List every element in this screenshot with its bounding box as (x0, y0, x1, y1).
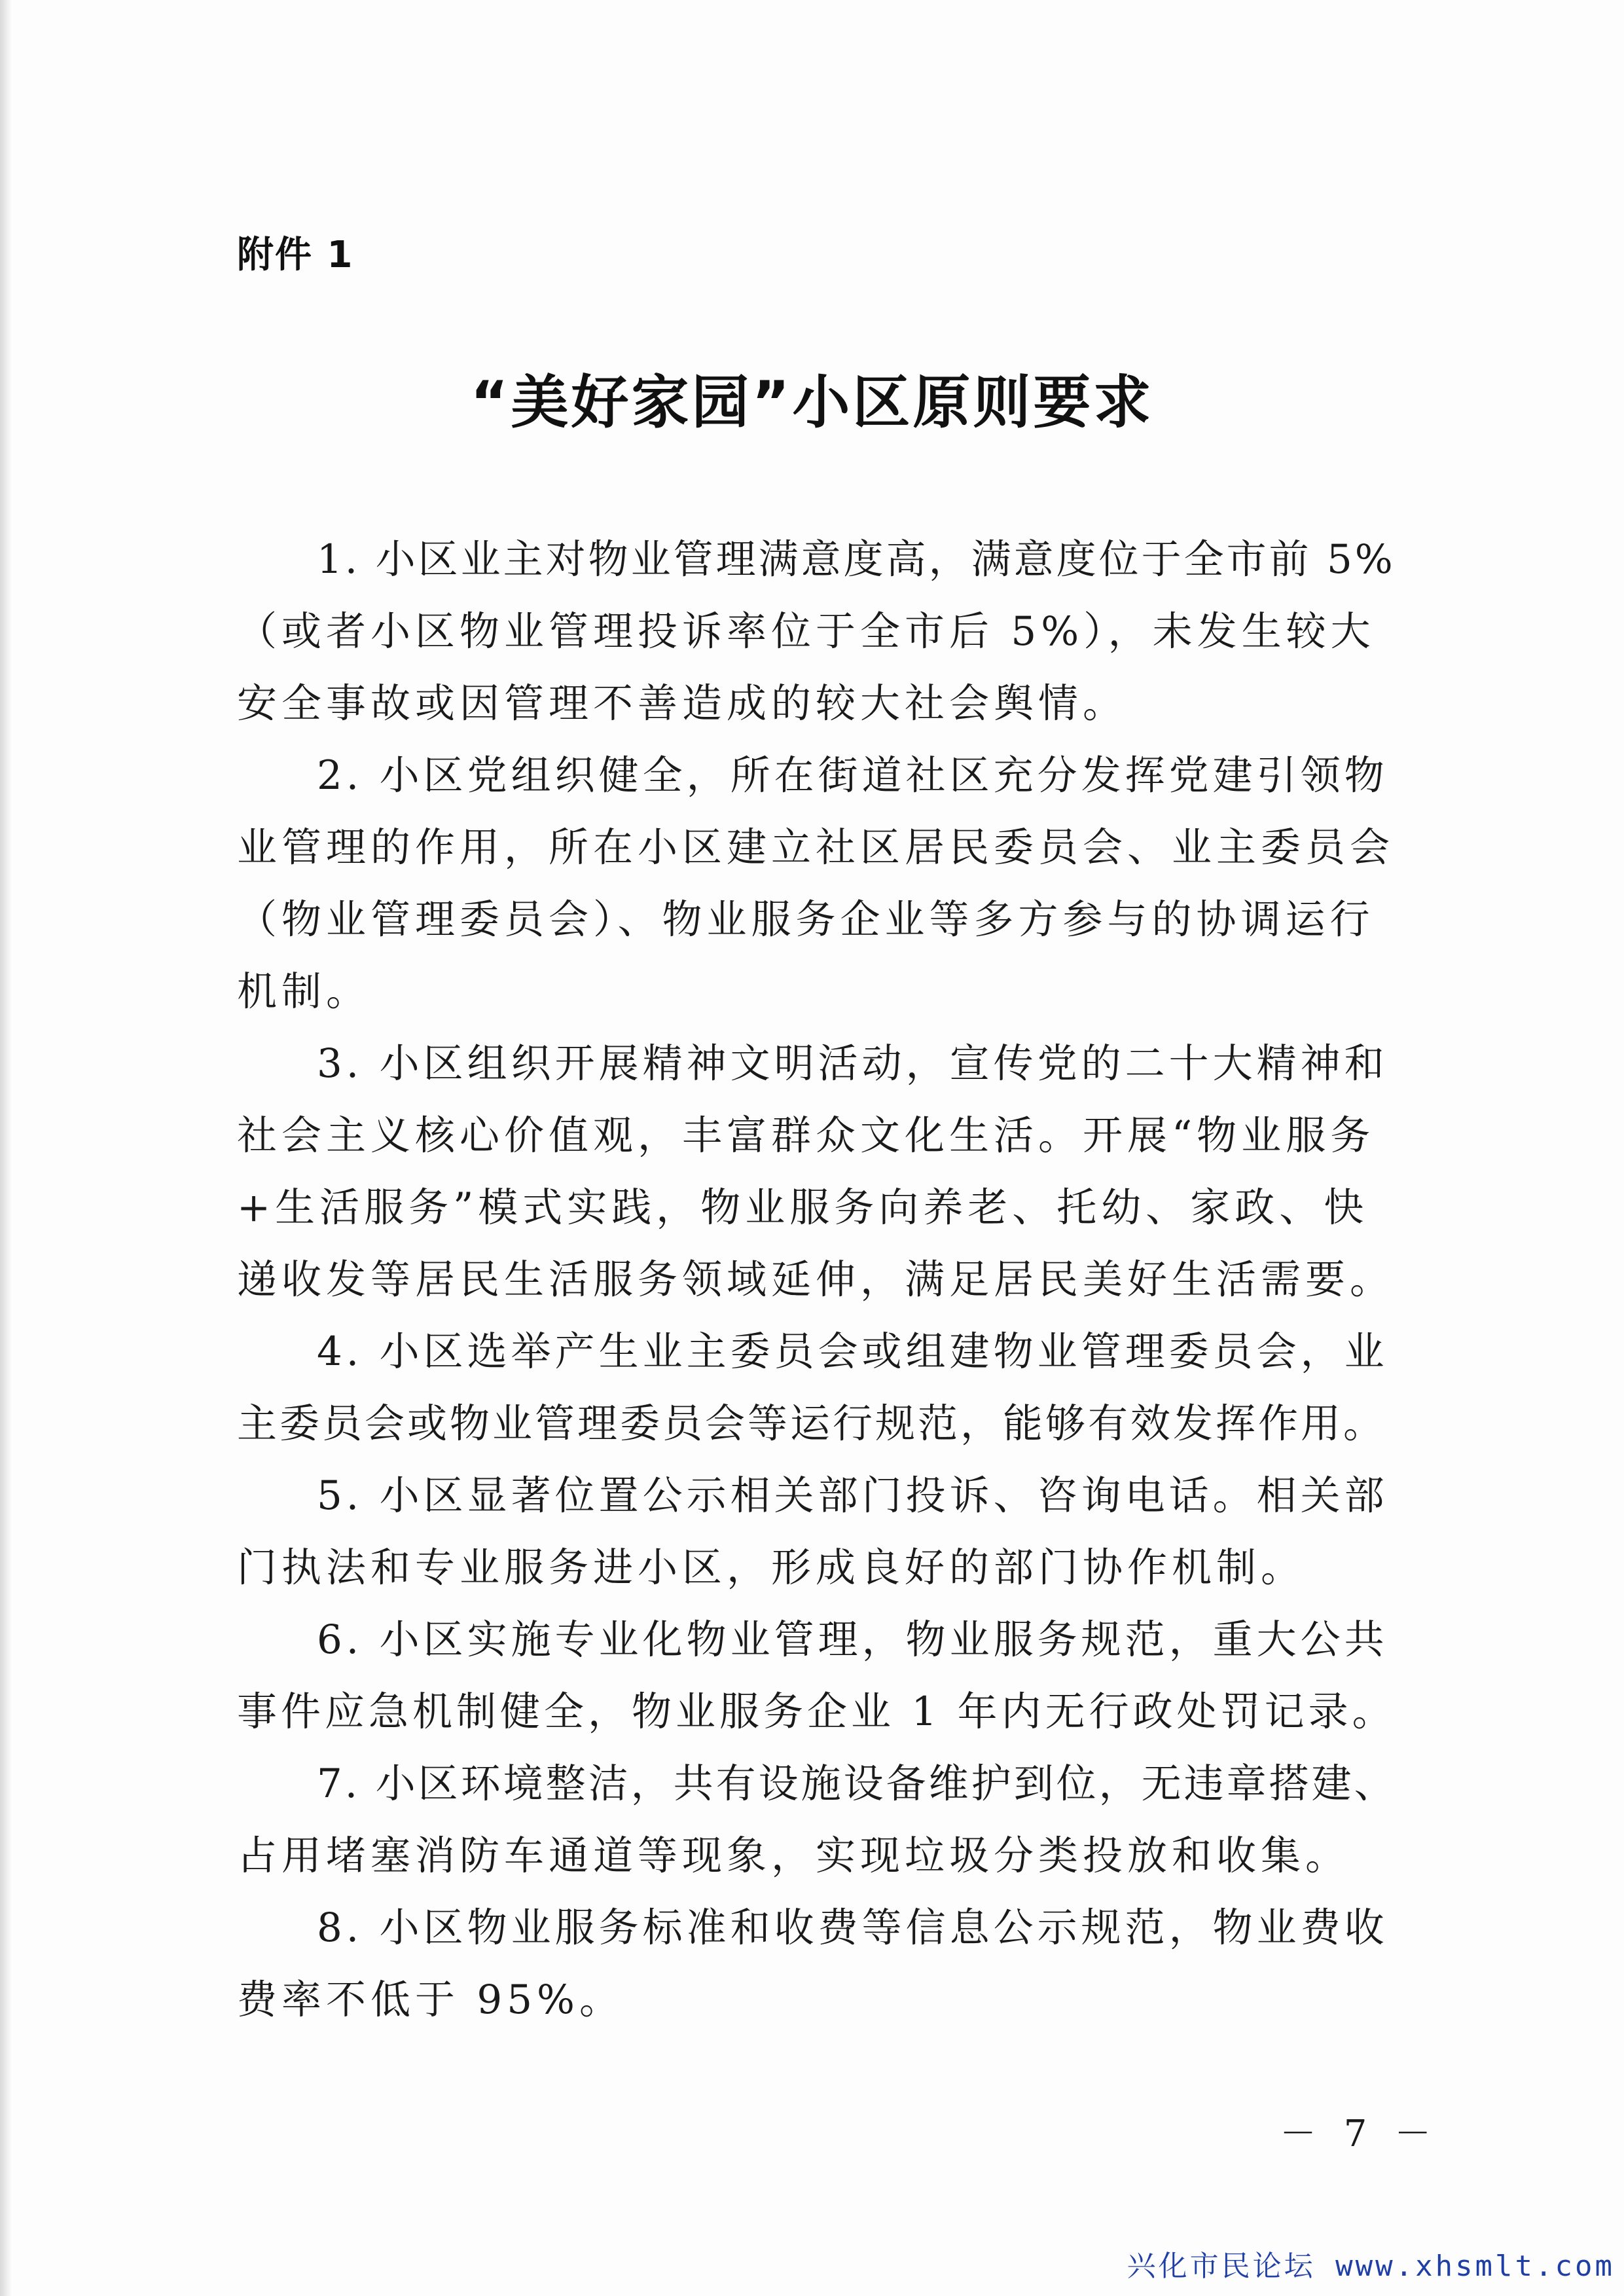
text-line: 事件应急机制健全，物业服务企业 1 年内无行政处罚记录。 (237, 1688, 1396, 1735)
text-line: 社会主义核心价值观，丰富群众文化生活。开展“物业服务 (237, 1112, 1375, 1159)
attachment-label: 附件 1 (237, 234, 354, 276)
text-line: 1. 小区业主对物业管理满意度高，满意度位于全市前 5% (317, 536, 1396, 583)
text-line: 业管理的作用，所在小区建立社区居民委员会、业主委员会 (237, 824, 1395, 871)
text-line: 3. 小区组织开展精神文明活动，宣传党的二十大精神和 (317, 1040, 1388, 1087)
text-line: 8. 小区物业服务标准和收费等信息公示规范，物业费收 (317, 1904, 1388, 1951)
page-number: － 7 － (1280, 2113, 1439, 2155)
text-line: 4. 小区选举产生业主委员会或组建物业管理委员会，业 (317, 1328, 1388, 1375)
text-line: 门执法和专业服务进小区，形成良好的部门协作机制。 (237, 1544, 1306, 1591)
text-line: 递收发等居民生活服务领域延伸，满足居民美好生活需要。 (237, 1256, 1395, 1303)
text-line: 安全事故或因管理不善造成的较大社会舆情。 (237, 680, 1128, 727)
text-line: （物业管理委员会）、物业服务企业等多方参与的协调运行 (237, 896, 1375, 943)
text-line: 5. 小区显著位置公示相关部门投诉、咨询电话。相关部 (317, 1472, 1388, 1519)
text-line: 占用堵塞消防车通道等现象，实现垃圾分类投放和收集。 (237, 1832, 1350, 1879)
text-line: 7. 小区环境整洁，共有设施设备维护到位，无违章搭建、 (317, 1760, 1397, 1807)
text-line: （或者小区物业管理投诉率位于全市后 5%），未发生较大 (237, 608, 1375, 655)
text-line: 机制。 (237, 968, 371, 1015)
forum-watermark: 兴化市民论坛 www.xhsmlt.com (1127, 2250, 1615, 2283)
body-text (237, 524, 1402, 2036)
text-line: 6. 小区实施专业化物业管理，物业服务规范，重大公共 (317, 1616, 1388, 1663)
text-line: 费率不低于 95%。 (237, 1977, 624, 2023)
document-title: “美好家园”小区原则要求 (470, 369, 1154, 436)
text-line: +生活服务”模式实践，物业服务向养老、托幼、家政、快 (237, 1184, 1369, 1231)
scan-edge-shadow (0, 0, 12, 2296)
text-line: 2. 小区党组织健全，所在街道社区充分发挥党建引领物 (317, 752, 1388, 799)
text-line: 主委员会或物业管理委员会等运行规范，能够有效发挥作用。 (237, 1400, 1386, 1447)
